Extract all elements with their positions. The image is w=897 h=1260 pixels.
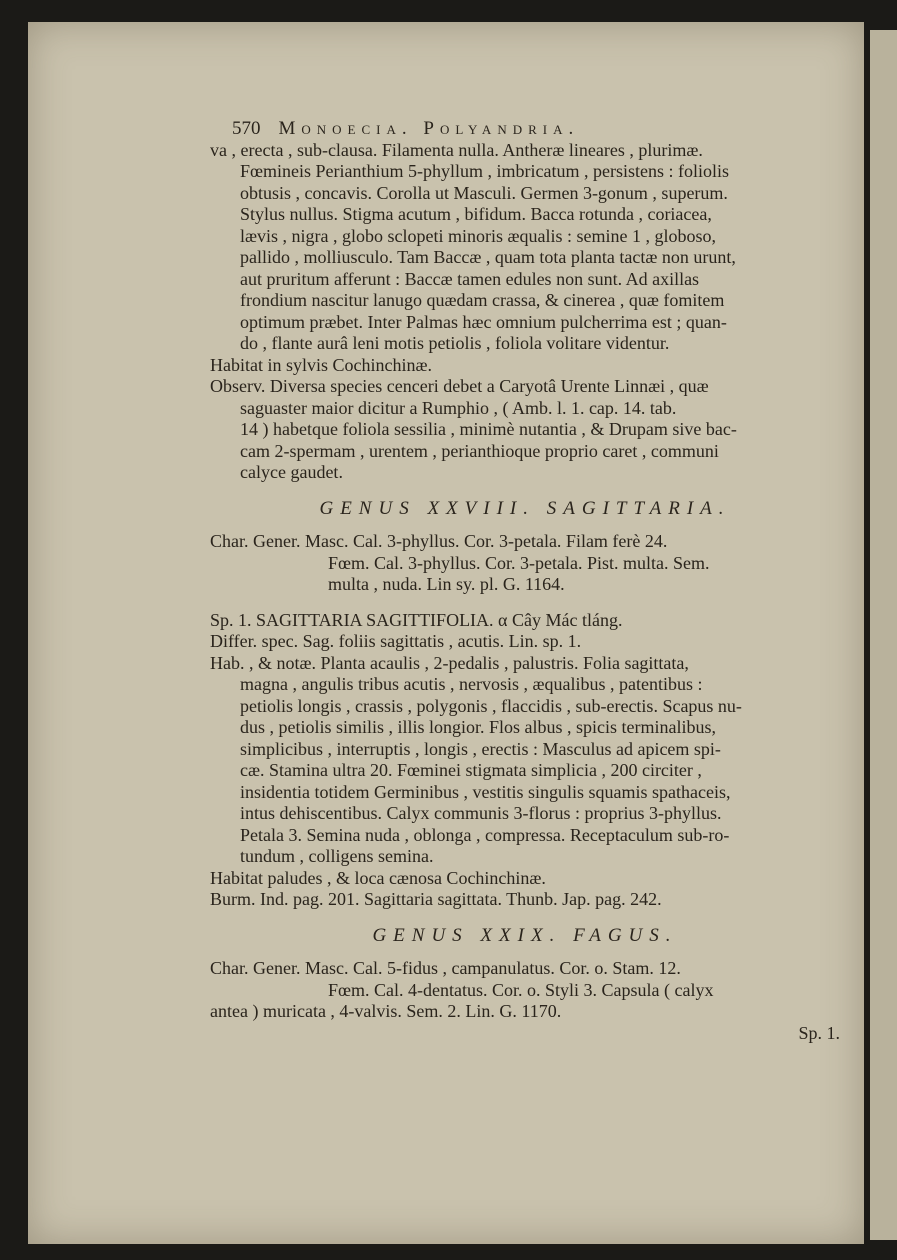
observ-line: Observ. Diversa species cenceri debet a Caryotâ Urente Linnæi , quæ	[210, 376, 709, 396]
page-text	[210, 118, 840, 1044]
char-line: Char. Gener. Masc. Cal. 3-phyllus. Cor. 3-petala. Filam ferè 24.	[210, 531, 668, 551]
observ-line: cam 2-spermam , urentem , perianthioque proprio caret , communi	[240, 440, 719, 461]
text-line: lævis , nigra , globo sclopeti minoris æqualis : semine 1 , globoso,	[240, 225, 716, 246]
habitus-description	[210, 653, 840, 868]
observ-line: 14 ) habetque foliola sessilia , minimè nutantia , & Drupam sive bac-	[240, 419, 737, 439]
differ-line: Differ. spec. Sag. foliis sagittatis , acutis. Lin. sp. 1.	[210, 631, 582, 651]
catchword: Sp. 1.	[798, 1022, 840, 1043]
species-title: Sp. 1. SAGITTARIA SAGITTIFOLIA. α Cây Mác tláng.	[210, 609, 623, 630]
genus-29-heading: GENUS XXIX. FAGUS.	[372, 924, 678, 946]
hab-line: dus , petiolis similis , illis longior. Flos albus , spicis terminalibus,	[240, 717, 717, 737]
char-line: Fœm. Cal. 4-dentatus. Cor. o. Styli 3. Capsula ( calyx	[328, 979, 714, 1000]
text-line: optimum præbet. Inter Palmas hæc omnium pulcherrima est ; quan-	[240, 311, 727, 332]
genus-28-heading: GENUS XXVIII. SAGITTARIA.	[319, 497, 731, 519]
next-page-edge	[870, 30, 897, 1240]
habitat-line: Habitat in sylvis Cochinchinæ.	[210, 354, 432, 375]
running-title: Monoecia. Polyandria.	[278, 118, 580, 139]
char-line: antea ) muricata , 4-valvis. Sem. 2. Lin. G. 1170.	[210, 1001, 562, 1021]
observ-line: saguaster maior dicitur a Rumphio , ( Amb. l. 1. cap. 14. tab.	[240, 397, 677, 418]
hab-line: Hab. , & notæ. Planta acaulis , 2-pedalis , palustris. Folia sagittata,	[210, 652, 689, 673]
char-line: Fœm. Cal. 3-phyllus. Cor. 3-petala. Pist. multa. Sem.	[328, 552, 710, 573]
hab-line: simplicibus , interruptis , longis , erectis : Masculus ad apicem spi-	[240, 738, 721, 759]
hab-line: Petala 3. Semina nuda , oblonga , compressa. Receptaculum sub-ro-	[240, 824, 730, 845]
text-line: obtusis , concavis. Corolla ut Masculi. Germen 3-gonum , superum.	[240, 182, 728, 203]
text-line: do , flante aurâ leni motis petiolis , foliola volitare videntur.	[240, 333, 670, 353]
char-line: Char. Gener. Masc. Cal. 5-fidus , campanulatus. Cor. o. Stam. 12.	[210, 958, 681, 978]
page-number: 570	[232, 118, 261, 139]
hab-line: intus dehiscentibus. Calyx communis 3-florus : proprius 3-phyllus.	[240, 803, 722, 823]
habitat-line: Habitat paludes , & loca cænosa Cochinchinæ.	[210, 867, 546, 888]
hab-line: petiolis longis , crassis , polygonis , flaccidis , sub-erectis. Scapus nu-	[240, 695, 742, 716]
hab-line: cæ. Stamina ultra 20. Fœminei stigmata simplicia , 200 circiter ,	[240, 760, 702, 780]
reference-line: Burm. Ind. pag. 201. Sagittaria sagittata. Thunb. Jap. pag. 242.	[210, 889, 662, 909]
char-line: multa , nuda. Lin sy. pl. G. 1164.	[328, 574, 565, 594]
observ-line: calyce gaudet.	[240, 462, 343, 482]
text-line: pallido , molliusculo. Tam Baccæ , quam tota planta tactæ non urunt,	[240, 247, 736, 267]
text-line: va , erecta , sub-clausa. Filamenta nulla. Antheræ lineares , plurimæ.	[210, 139, 703, 160]
hab-line: tundum , colligens semina.	[240, 846, 434, 866]
running-header	[232, 118, 840, 140]
genus-28-character	[210, 531, 840, 596]
hab-line: insidentia totidem Germinibus , vestitis singulis squamis spathaceis,	[240, 781, 731, 802]
text-line: Fœmineis Perianthium 5-phyllum , imbricatum , persistens : foliolis	[240, 161, 729, 181]
text-line: aut pruritum afferunt : Baccæ tamen edules non sunt. Ad axillas	[240, 268, 700, 289]
genus-29-character	[210, 958, 840, 1023]
hab-line: magna , angulis tribus acutis , nervosis , æqualibus , patentibus :	[240, 674, 703, 694]
previous-species-description	[210, 140, 840, 484]
text-line: Stylus nullus. Stigma acutum , bifidum. Bacca rotunda , coriacea,	[240, 204, 712, 224]
text-line: frondium nascitur lanugo quædam crassa, & cinerea , quæ fomitem	[240, 290, 725, 310]
